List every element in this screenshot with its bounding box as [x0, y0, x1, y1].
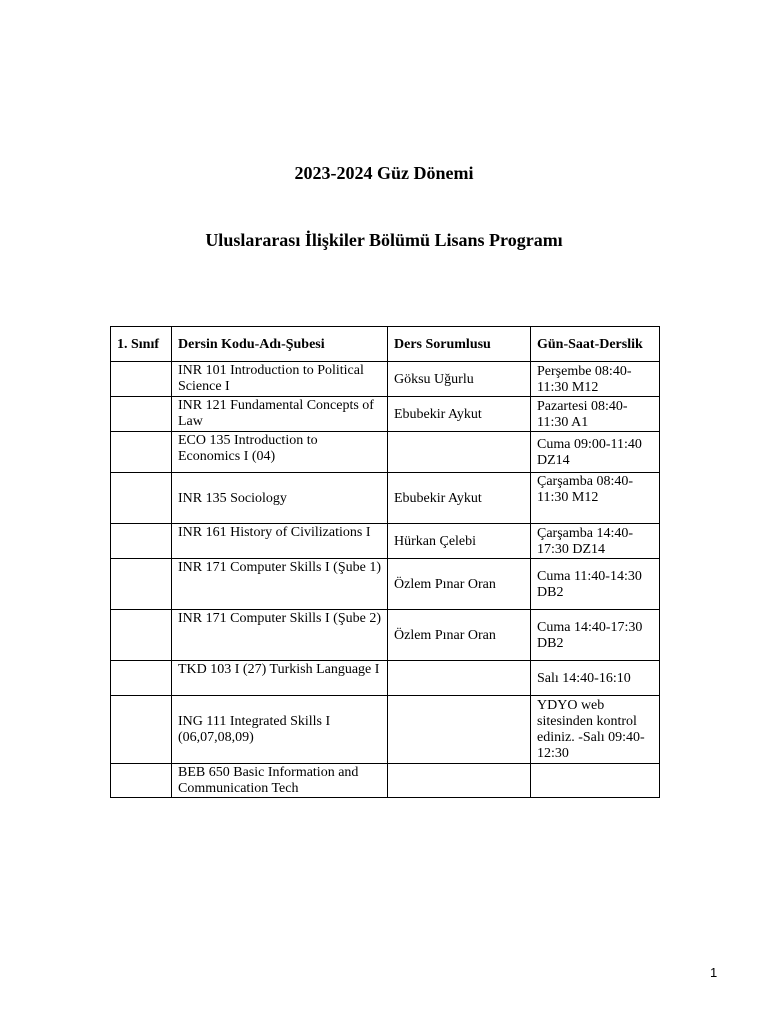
cell-schedule: Perşembe 08:40-11:30 M12 [531, 362, 660, 397]
cell-schedule [531, 764, 660, 798]
program-title: Uluslararası İlişkiler Bölümü Lisans Programı [205, 230, 563, 250]
cell-instructor: Ebubekir Aykut [388, 473, 531, 524]
header-course: Dersin Kodu-Adı-Şubesi [172, 327, 388, 362]
cell-instructor: Ebubekir Aykut [388, 397, 531, 432]
cell-year [111, 397, 172, 432]
cell-course: BEB 650 Basic Information and Communication Tech [172, 764, 388, 798]
cell-schedule: Cuma 09:00-11:40 DZ14 [531, 432, 660, 473]
page-number: 1 [710, 965, 718, 980]
table-row [111, 696, 660, 764]
table-row [111, 397, 660, 432]
cell-course: INR 161 History of Civilizations I [172, 524, 388, 559]
cell-year [111, 696, 172, 764]
table-row [111, 610, 660, 661]
cell-course: INR 121 Fundamental Concepts of Law [172, 397, 388, 432]
cell-course: INR 135 Sociology [172, 473, 388, 524]
cell-year [111, 610, 172, 661]
table-row [111, 661, 660, 696]
cell-instructor: Özlem Pınar Oran [388, 610, 531, 661]
cell-year [111, 362, 172, 397]
cell-year [111, 661, 172, 696]
cell-instructor [388, 661, 531, 696]
table-header-row [111, 327, 660, 362]
cell-schedule: Cuma 14:40-17:30 DB2 [531, 610, 660, 661]
cell-instructor: Hürkan Çelebi [388, 524, 531, 559]
cell-year [111, 473, 172, 524]
cell-schedule: Çarşamba 08:40-11:30 M12 [531, 473, 660, 524]
header-schedule: Gün-Saat-Derslik [531, 327, 660, 362]
table-row [111, 473, 660, 524]
cell-instructor [388, 432, 531, 473]
cell-year [111, 524, 172, 559]
cell-schedule: YDYO web sitesinden kontrol ediniz. -Salı 09:40-12:30 [531, 696, 660, 764]
cell-year [111, 559, 172, 610]
cell-course: ECO 135 Introduction to Economics I (04) [172, 432, 388, 473]
course-schedule-table [110, 326, 660, 798]
cell-course: INR 171 Computer Skills I (Şube 2) [172, 610, 388, 661]
cell-instructor [388, 696, 531, 764]
header-instructor: Ders Sorumlusu [388, 327, 531, 362]
table-row [111, 524, 660, 559]
cell-schedule: Pazartesi 08:40-11:30 A1 [531, 397, 660, 432]
header-year: 1. Sınıf [111, 327, 172, 362]
cell-course: TKD 103 I (27) Turkish Language I [172, 661, 388, 696]
table-row [111, 559, 660, 610]
table-row [111, 362, 660, 397]
cell-instructor [388, 764, 531, 798]
table-row [111, 764, 660, 798]
cell-instructor: Özlem Pınar Oran [388, 559, 531, 610]
cell-schedule: Cuma 11:40-14:30 DB2 [531, 559, 660, 610]
cell-instructor: Göksu Uğurlu [388, 362, 531, 397]
document-title: 2023-2024 Güz Dönemi [294, 163, 474, 183]
cell-schedule: Çarşamba 14:40-17:30 DZ14 [531, 524, 660, 559]
cell-year [111, 432, 172, 473]
cell-course: INR 171 Computer Skills I (Şube 1) [172, 559, 388, 610]
cell-course: ING 111 Integrated Skills I (06,07,08,09) [172, 696, 388, 764]
cell-year [111, 764, 172, 798]
cell-course: INR 101 Introduction to Political Science I [172, 362, 388, 397]
cell-schedule: Salı 14:40-16:10 [531, 661, 660, 696]
table-row [111, 432, 660, 473]
